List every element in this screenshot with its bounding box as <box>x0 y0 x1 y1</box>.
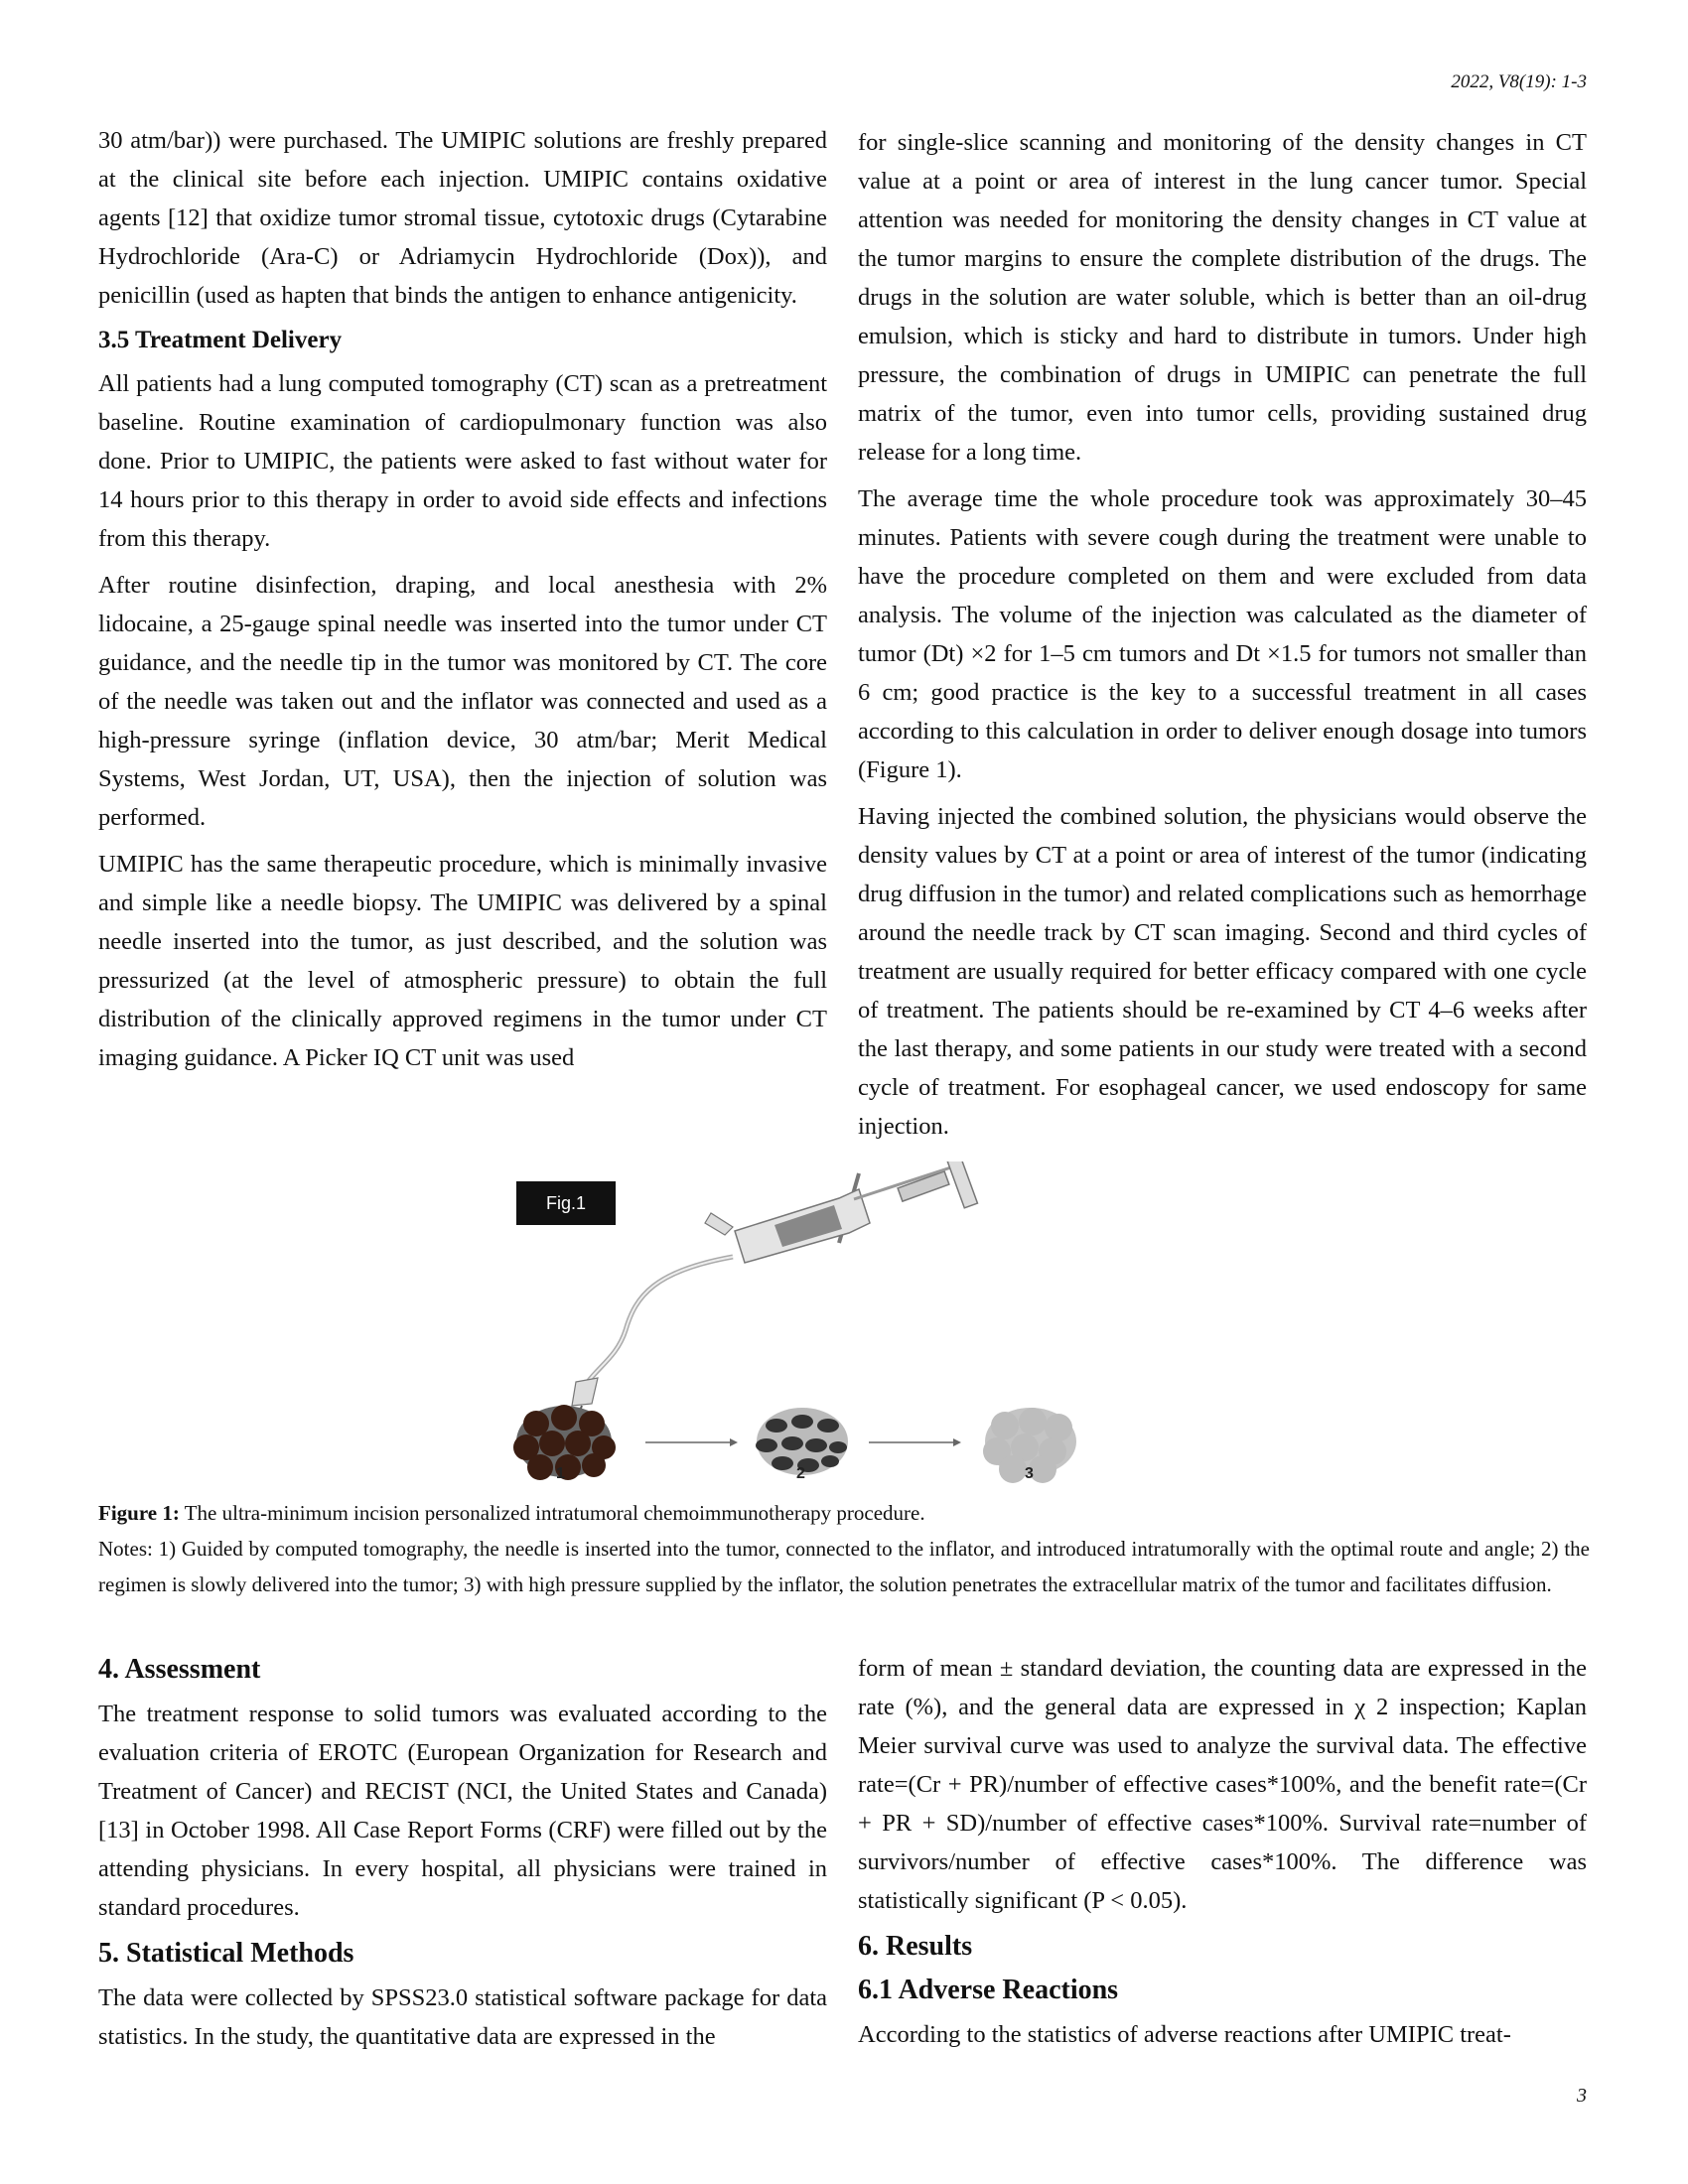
caption-text: The ultra-minimum incision personalized intratumoral chemoimmunotherapy procedure. <box>184 1501 925 1525</box>
paragraph: All patients had a lung computed tomography (CT) scan as a pretreatment baseline. Routine examination of cardiopulmonary function was also done. Prior to UMIPIC, the patients were asked to fast without water for 14 hours prior to this therapy in order to avoid side effects and infections from this therapy. <box>98 370 827 552</box>
figure-label: Fig.1 <box>516 1181 616 1225</box>
left-column-top <box>98 121 827 1085</box>
inflator-syringe-icon <box>705 1161 977 1263</box>
paragraph: The average time the whole procedure took was approximately 30–45 minutes. Patients with severe cough during the treatment were unable to have the procedure completed on them and were excluded from data analysis. The volume of the injection was calculated as the diameter of tumor (Dt) ×2 for 1–5 cm tumors and Dt ×1.5 for tumors not smaller than 6 cm; good practice is the key to a successful treatment in all cases according to this calculation in order to deliver enough dosage into tumors (Figure 1). <box>858 485 1587 783</box>
right-column-top <box>858 123 1587 1154</box>
paragraph: The treatment response to solid tumors was evaluated according to the evaluation criteria of EROTC (European Organization for Research and Treatment of Cancer) and RECIST (NCI, the United States and Canada) [13] in October 1998. All Case Report Forms (CRF) were filled out by the attending physicians. In every hospital, all physicians were trained in standard procedures. <box>98 1701 827 1921</box>
section-heading: 5. Statistical Methods <box>98 1938 354 1969</box>
needle-hub-icon <box>572 1378 598 1406</box>
figure-1 <box>506 1161 1122 1489</box>
caption-notes: Notes: 1) Guided by computed tomography, the needle is inserted into the tumor, connected to the inflator, and introduced intratumorally with the optimal route and angle; 2) the regimen is slowly delivered into the tumor; 3) with high pressure supplied by the inflator, the solution penetrates the extracellular matrix of the tumor and facilitates diffusion. <box>98 1537 1590 1596</box>
caption-title: Figure 1: <box>98 1501 180 1525</box>
step-number: 3 <box>1025 1465 1034 1482</box>
paragraph: Having injected the combined solution, the physicians would observe the density values by CT at a point or area of interest of the tumor (indicating drug diffusion in the tumor) and related complications such as hemorrhage around the needle track by CT scan imaging. Second and third cycles of treatment are usually required for better efficacy compared with one cycle of treatment. The patients should be re-examined by CT 4–6 weeks after the last therapy, and some patients in our study were treated with a second cycle of treatment. For esophageal cancer, we used endoscopy for same injection. <box>858 803 1587 1140</box>
paragraph: for single-slice scanning and monitoring of the density changes in CT value at a point or area of interest in the lung cancer tumor. Special attention was needed for monitoring the density changes in CT value at the tumor margins to ensure the complete distribution of the drugs. The drugs in the solution are water soluble, which is better than an oil-drug emulsion, which is sticky and hard to distribute in tumors. Under high pressure, the combination of drugs in UMIPIC can penetrate the full matrix of the tumor, even into tumor cells, providing sustained drug release for a long time. <box>858 129 1587 466</box>
journal-citation: 2022, V8(19): 1-3 <box>1451 71 1587 92</box>
paragraph: UMIPIC has the same therapeutic procedure, which is minimally invasive and simple like a needle biopsy. The UMIPIC was delivered by a spinal needle inserted into the tumor, as just described, and the solution was pressurized (at the level of atmospheric pressure) to obtain the full distribution of the clinically approved regimens in the tumor under CT imaging guidance. A Picker IQ CT unit was used <box>98 851 827 1071</box>
figure-caption <box>98 1495 1590 1602</box>
right-column-bottom <box>858 1649 1587 2062</box>
step-number: 2 <box>796 1465 805 1482</box>
page-number: 3 <box>1577 2085 1587 2107</box>
section-heading: 4. Assessment <box>98 1654 261 1685</box>
paragraph: 30 atm/bar)) were purchased. The UMIPIC solutions are freshly prepared at the clinical site before each injection. UMIPIC contains oxidative agents [12] that oxidize tumor stromal tissue, cytotoxic drugs (Cytarabine Hydrochloride (Ara-C) or Adriamycin Hydrochloride (Dox)), and penicillin (used as hapten that binds the antigen to enhance antigenicity. <box>98 127 827 309</box>
section-heading: 6. Results <box>858 1931 973 1962</box>
section-heading: 3.5 Treatment Delivery <box>98 327 343 353</box>
procedure-illustration <box>506 1161 1122 1489</box>
paragraph: The data were collected by SPSS23.0 statistical software package for data statistics. In the study, the quantitative data are expressed in the <box>98 1984 827 2050</box>
step-number: 1 <box>556 1465 565 1482</box>
left-column-bottom <box>98 1649 827 2064</box>
subsection-heading: 6.1 Adverse Reactions <box>858 1975 1119 2005</box>
paragraph: form of mean ± standard deviation, the counting data are expressed in the rate (%), and the general data are expressed in χ 2 inspection; Kaplan Meier survival curve was used to analyze the survival data. The effective rate=(Cr + PR)/number of effective cases*100%, and the benefit rate=(Cr + PR + SD)/number of effective cases*100%. Survival rate=number of survivors/number of effective cases*100%. The difference was statistically significant (P < 0.05). <box>858 1655 1587 1914</box>
paragraph: According to the statistics of adverse reactions after UMIPIC treat- <box>858 2021 1511 2048</box>
paragraph: After routine disinfection, draping, and local anesthesia with 2% lidocaine, a 25-gauge spinal needle was inserted into the tumor under CT guidance, and the needle tip in the tumor was monitored by CT. The core of the needle was taken out and the inflator was connected and used as a high-pressure syringe (inflation device, 30 atm/bar; Merit Medical Systems, West Jordan, UT, USA), then the injection of solution was performed. <box>98 572 827 831</box>
tubing-line <box>588 1257 733 1382</box>
